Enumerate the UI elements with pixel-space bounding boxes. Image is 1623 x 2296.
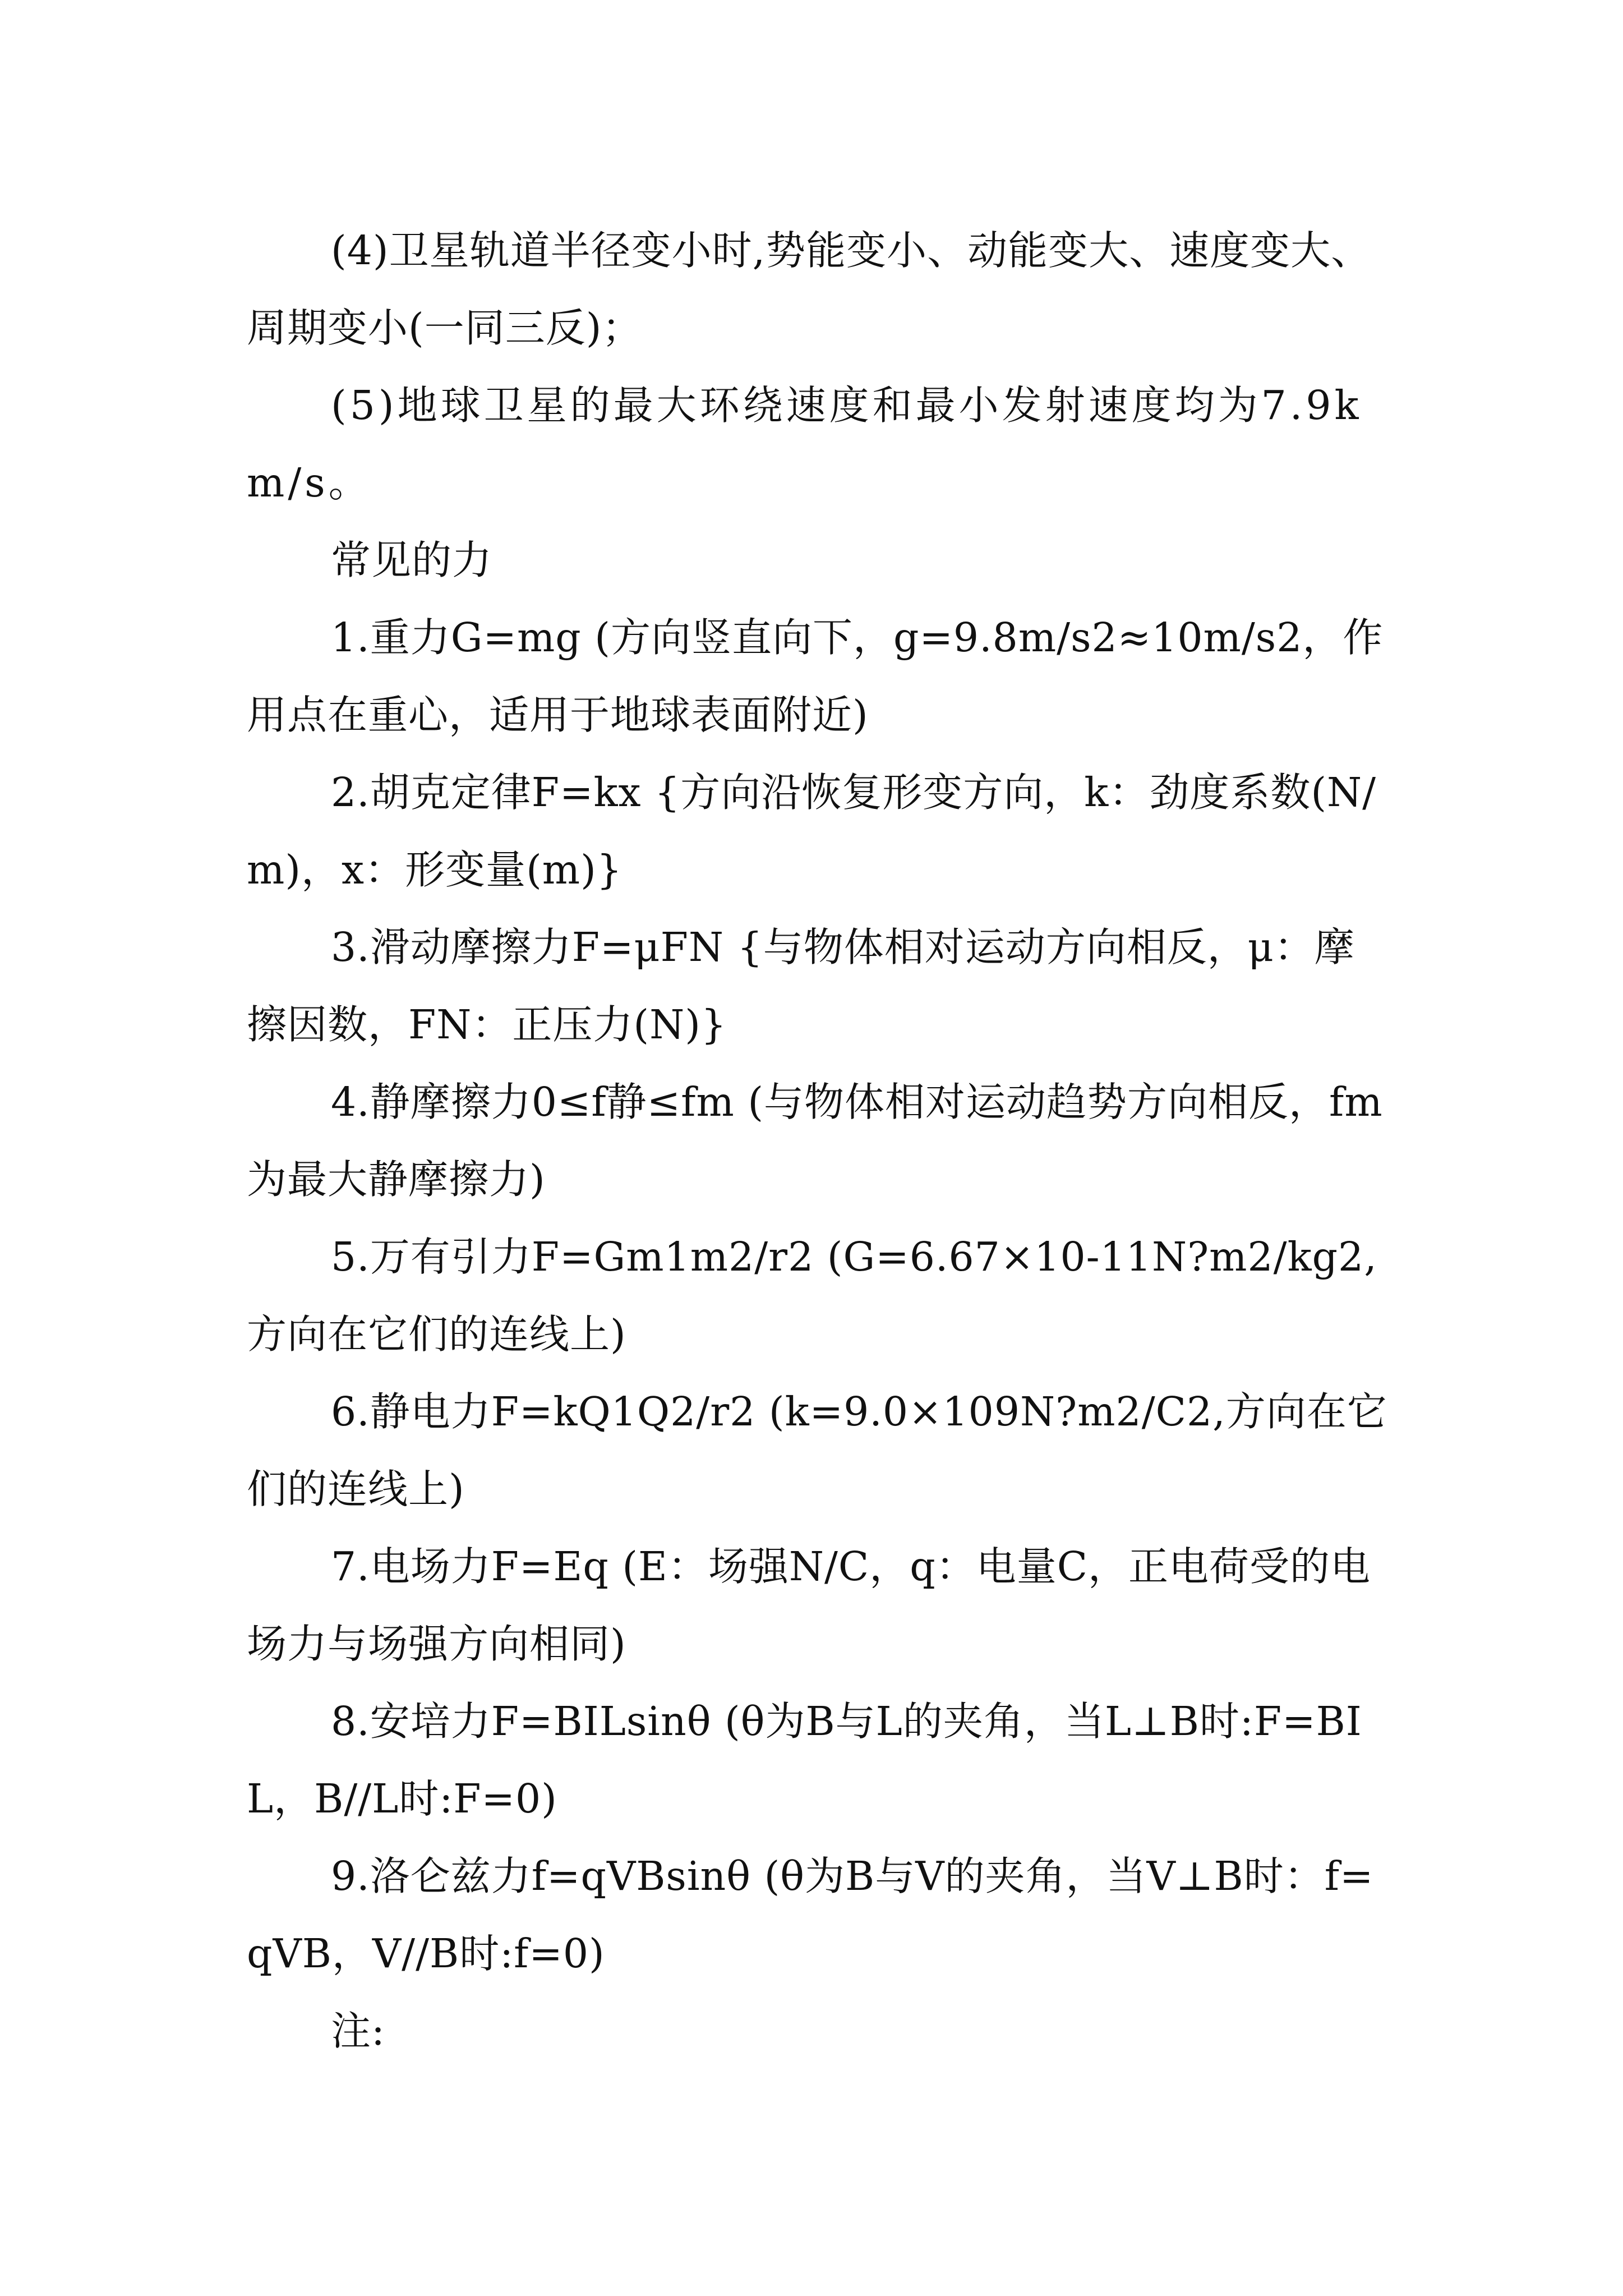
paragraph-static-friction: 4.静摩擦力0≤f静≤fm (与物体相对运动趋势方向相反，fm为最大静摩擦力)	[247, 1079, 1383, 1203]
paragraph-note: 注:	[331, 2008, 385, 2054]
section-heading-common-forces: 常见的力	[331, 537, 493, 583]
paragraph-universal-gravitation: 5.万有引力F=Gm1m2/r2 (G=6.67×10-11N?m2/kg2,方向在它们的连线上)	[247, 1234, 1377, 1358]
paragraph-electrostatic-force: 6.静电力F=kQ1Q2/r2 (k=9.0×109N?m2/C2,方向在它们的连线上)	[247, 1388, 1387, 1512]
paragraph-electric-field-force: 7.电场力F=Eq (E：场强N/C，q：电量C，正电荷受的电场力与场强方向相同)	[247, 1543, 1371, 1667]
paragraph-hooke-law: 2.胡克定律F=kx {方向沿恢复形变方向，k：劲度系数(N/m)，x：形变量(m)}	[247, 769, 1377, 893]
paragraph-sliding-friction: 3.滑动摩擦力F=μFN {与物体相对运动方向相反，μ：摩擦因数，FN：正压力(N)}	[247, 924, 1355, 1048]
paragraph-lorentz-force: 9.洛仑兹力f=qVBsinθ (θ为B与V的夹角，当V⊥B时：f=qVB，V//B时:f=0)	[247, 1853, 1374, 1977]
paragraph-ampere-force: 8.安培力F=BILsinθ (θ为B与L的夹角，当L⊥B时:F=BIL，B//L时:F=0)	[247, 1698, 1362, 1822]
document-body	[247, 212, 1391, 2070]
paragraph-satellite-orbit: (4)卫星轨道半径变小时,势能变小、动能变大、速度变大、周期变小(一同三反)；	[247, 227, 1372, 351]
paragraph-gravity: 1.重力G=mg (方向竖直向下，g=9.8m/s2≈10m/s2，作用点在重心，适用于地球表面附近)	[247, 614, 1384, 738]
paragraph-satellite-speed: (5)地球卫星的最大环绕速度和最小发射速度均为7.9km/s。	[247, 382, 1362, 506]
